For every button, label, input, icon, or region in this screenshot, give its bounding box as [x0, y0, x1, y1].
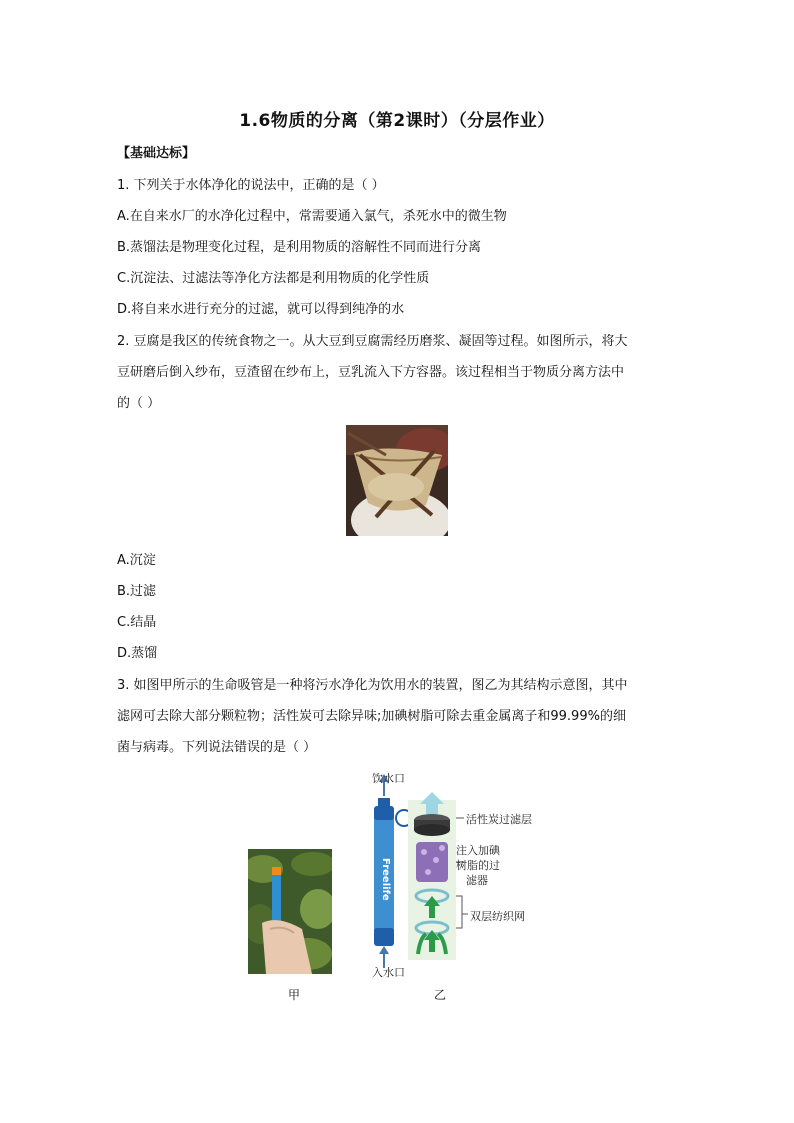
q2-option-b: B.过滤 — [117, 584, 157, 599]
outlet-label: 饮水口 — [372, 772, 405, 785]
life-straw-photo — [248, 849, 332, 974]
q2-stem-line3: 的（ ） — [117, 396, 161, 411]
mesh-label: 双层纺织网 — [470, 910, 525, 923]
resin-label-line1: 注入加碘 — [456, 844, 500, 857]
q3-stem-line3: 菌与病毒。下列说法错误的是（ ） — [117, 740, 317, 755]
resin-label-line2: 树脂的过 — [456, 859, 500, 872]
q2-option-c: C.结晶 — [117, 615, 157, 630]
q2-option-a: A.沉淀 — [117, 553, 156, 568]
section-heading: 【基础达标】 — [117, 146, 196, 161]
q1-option-d: D.将自来水进行充分的过滤，就可以得到纯净的水 — [117, 302, 405, 317]
tofu-straining-photo — [346, 425, 448, 536]
page-title: 1.6物质的分离（第2课时）（分层作业） — [239, 111, 555, 131]
q1-stem: 1. 下列关于水体净化的说法中，正确的是（ ） — [117, 178, 385, 193]
q1-option-b: B.蒸馏法是物理变化过程，是利用物质的溶解性不同而进行分离 — [117, 240, 482, 255]
resin-label-line3: 滤器 — [466, 874, 488, 887]
figure-b-caption: 乙 — [434, 988, 447, 1002]
q2-option-d: D.蒸馏 — [117, 646, 158, 661]
figure-a-caption: 甲 — [288, 988, 301, 1002]
q1-option-a: A.在自来水厂的水净化过程中，常需要通入氯气，杀死水中的微生物 — [117, 209, 507, 224]
inlet-label: 入水口 — [372, 966, 405, 979]
q1-option-c: C.沉淀法、过滤法等净化方法都是利用物质的化学性质 — [117, 271, 430, 286]
q3-stem-line1: 3. 如图甲所示的生命吸管是一种将污水净化为饮用水的装置，图乙为其结构示意图，其中 — [117, 678, 628, 693]
q2-stem-line2: 豆研磨后倒入纱布，豆渣留在纱布上，豆乳流入下方容器。该过程相当于物质分离方法中 — [117, 365, 625, 380]
q3-stem-line2: 滤网可去除大部分颗粒物；活性炭可去除异味;加碘树脂可除去重金属离子和99.99%的细 — [117, 709, 626, 724]
life-straw-structure-diagram — [356, 768, 556, 980]
straw-brand-label: Freelife — [380, 858, 391, 901]
q2-stem-line1: 2. 豆腐是我区的传统食物之一。从大豆到豆腐需经历磨浆、凝固等过程。如图所示，将大 — [117, 334, 628, 349]
carbon-layer-label: 活性炭过滤层 — [466, 813, 532, 826]
